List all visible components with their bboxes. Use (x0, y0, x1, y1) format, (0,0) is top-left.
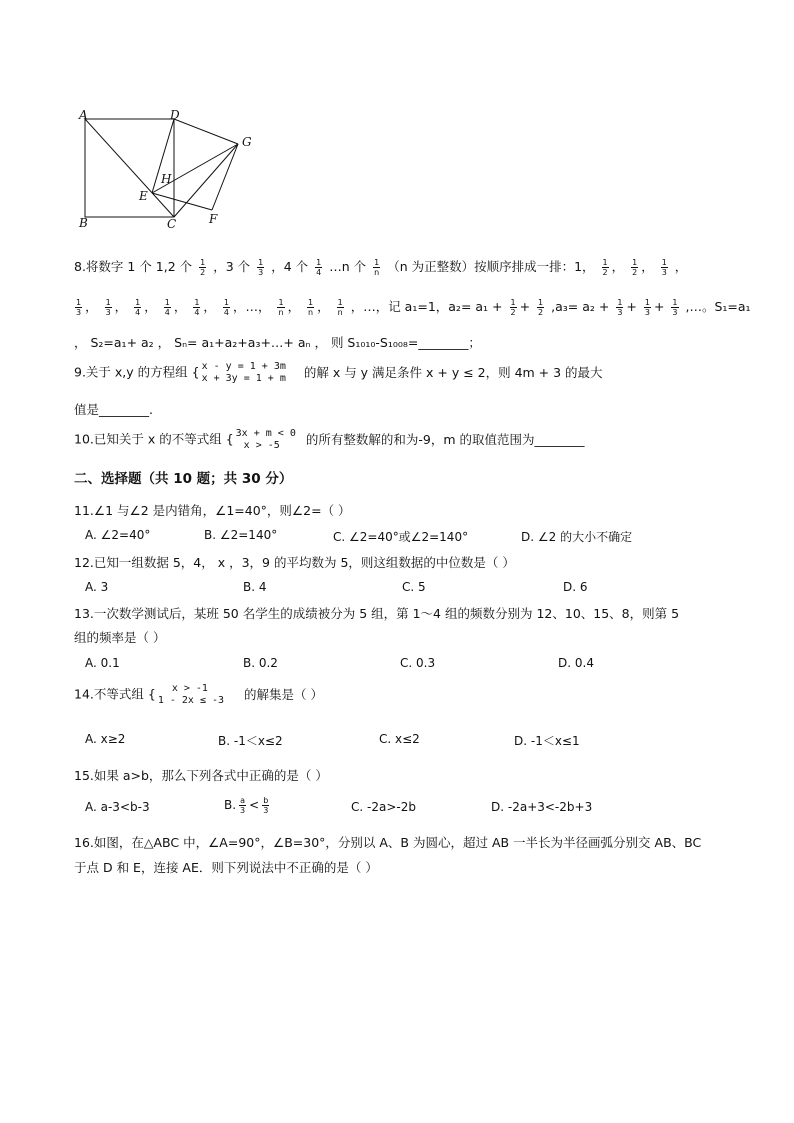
fraction: $\frac{1}{4}$ (135, 298, 141, 317)
q16-line2: 于点 D 和 E，连接 AE．则下列说法中不正确的是（ ） (74, 860, 378, 875)
segment-a-c (85, 119, 174, 217)
question-10 (74, 428, 584, 452)
geometry-figure (70, 105, 270, 235)
label-g: G (242, 135, 252, 149)
q15-stem: 15.如果 a>b，那么下列各式中正确的是（ ） (74, 768, 328, 783)
fraction: $\frac{1}{n}$ (337, 298, 343, 317)
fraction: $\frac{1}{n}$ (308, 298, 314, 317)
fraction: $\frac{1}{2}$ (602, 258, 608, 277)
q8-text: 8.将数字 1 个 1,2 个 (74, 259, 193, 274)
fraction: $\frac{1}{3}$ (644, 298, 650, 317)
q15-option-a[interactable]: A. a-3<b-3 (85, 800, 150, 814)
q16-line1: 16.如图，在△ABC 中，∠A=90°，∠B=30°，分别以 A、B 为圆心，超过 AB 一半长为半径画弧分别交 AB、BC (74, 835, 702, 850)
fraction: $\frac{1}{3}$ (105, 298, 111, 317)
q13-option-c[interactable]: C. 0.3 (400, 656, 436, 670)
inequality-system: x > -1 1 - 2x ≤ -3 (157, 683, 225, 706)
q8-line3: ， S₂=a₁+ a₂ ， Sₙ= a₁+a₂+a₃+…+ aₙ ， 则 S₁₀₁₀-S₁₀₀₈=________； (74, 335, 481, 350)
fraction: $\frac{1}{3}$ (617, 298, 623, 317)
fraction: $\frac{b}{3}$ (263, 796, 269, 815)
fraction: $\frac{1}{2}$ (510, 298, 516, 317)
q12-option-b[interactable]: B. 4 (243, 580, 267, 594)
q9-line1 (74, 361, 603, 385)
q9-text: 的解 x 与 y 满足条件 x + y ≤ 2，则 4m + 3 的最大 (303, 364, 603, 380)
q10-text: 的所有整数解的和为-9，m 的取值范围为________ (305, 431, 585, 447)
q15-option-d[interactable]: D. -2a+3<-2b+3 (491, 800, 593, 814)
section-heading: 二、选择题（共 10 题；共 30 分） (74, 471, 293, 487)
q13-option-b[interactable]: B. 0.2 (243, 656, 278, 670)
fraction: $\frac{1}{4}$ (223, 298, 229, 317)
fraction: $\frac{1}{2}$ (538, 298, 544, 317)
q8-text: ,…。S₁=a₁ (685, 299, 751, 314)
fraction: $\frac{1}{3}$ (258, 258, 264, 277)
q14-text: 14.不等式组 { (74, 686, 156, 702)
fraction: $\frac{1}{2}$ (632, 258, 638, 277)
label-c: C (167, 217, 177, 231)
less-than: < (249, 798, 260, 812)
q8-text: ， (674, 259, 688, 274)
fraction: $\frac{1}{n}$ (278, 298, 284, 317)
label-b: B (79, 216, 88, 230)
fraction: $\frac{1}{3}$ (672, 298, 678, 317)
segment-g-f (212, 144, 238, 210)
label-h: H (161, 172, 172, 186)
q12-option-d[interactable]: D. 6 (563, 580, 588, 594)
q8-text: ，3 个 (213, 259, 251, 274)
segment-c-g (174, 144, 238, 217)
q12-option-c[interactable]: C. 5 (402, 580, 426, 594)
q15-option-b[interactable] (224, 796, 272, 815)
q13-option-d[interactable]: D. 0.4 (558, 656, 594, 670)
q8-line1: 8.将数字 1 个 1,2 个 $\frac{1}{2}$ ，3 个 $\frac{1}{3}$ ，4 个 $\frac{1}{4}$ …n 个 $\frac{1}{n}$ （n 为正整数）按顺序排成一排：1， $\frac{1}{2}$ ， $\frac{1}{2}$ ， $\frac{1}{3}$ ， (74, 258, 688, 277)
inequality-system: 3x + m < 0 x > -5 (235, 428, 296, 451)
q15-option-c[interactable]: C. -2a>-2b (351, 800, 416, 814)
q8-line2: $\frac{1}{3}$ ， $\frac{1}{3}$ ， $\frac{1}{4}$ ， $\frac{1}{4}$ ， $\frac{1}{4}$ ， $\frac{1}{4}$ ，…， $\frac{1}{n}$ ， $\frac{1}{n}$ ， $\frac{1}{n}$ ，…，记 a₁=1，a₂= a₁ + $\frac{1}{2}$ + $\frac{1}{2}$ ,a₃= a₂ + $\frac{1}{3}$ + $\frac{1}{3}$ + $\frac{1}{3}$ ,…。S₁=a₁ (76, 298, 751, 317)
label-d: D (170, 108, 180, 122)
fraction: $\frac{1}{3}$ (661, 258, 667, 277)
q13-line2: 组的频率是（ ） (74, 630, 166, 645)
option-label: B. (224, 798, 237, 812)
q14-text: 的解集是（ ） (244, 686, 324, 702)
q13-option-a[interactable]: A. 0.1 (85, 656, 120, 670)
q14-option-b[interactable]: B. -1＜x≤2 (218, 734, 283, 748)
q11-option-a[interactable]: A. ∠2=40° (85, 528, 151, 542)
fraction: $\frac{1}{2}$ (200, 258, 206, 277)
q12-option-a[interactable]: A. 3 (85, 580, 109, 594)
q14-option-c[interactable]: C. x≤2 (379, 732, 420, 746)
q14-option-d[interactable]: D. -1＜x≤1 (514, 734, 580, 748)
q11-option-c[interactable]: C. ∠2=40°或∠2=140° (333, 530, 469, 544)
q9-line2: 值是________. (74, 402, 153, 417)
label-a: A (79, 108, 88, 122)
fraction: $\frac{1}{n}$ (374, 258, 380, 277)
fraction: $\frac{1}{4}$ (194, 298, 200, 317)
q13-line1: 13.一次数学测试后，某班 50 名学生的成绩被分为 5 组，第 1～4 组的频数分别为 12、10、15、8，则第 5 (74, 606, 680, 621)
q11-option-b[interactable]: B. ∠2=140° (204, 528, 278, 542)
q8-text: （n 为正整数）按顺序排成一排：1， (387, 259, 595, 274)
fraction: $\frac{1}{3}$ (76, 298, 82, 317)
q11-stem: 11.∠1 与∠2 是内错角，∠1=40°，则∠2=（ ） (74, 503, 351, 518)
label-f: F (209, 212, 218, 226)
q8-text: ，4 个 (271, 259, 309, 274)
q8-text: ,a₃= a₂ + (551, 299, 610, 314)
q9-text: 9.关于 x,y 的方程组 { (74, 364, 200, 380)
fraction: $\frac{1}{4}$ (316, 258, 322, 277)
q11-option-d[interactable]: D. ∠2 的大小不确定 (521, 530, 633, 544)
label-e: E (139, 189, 148, 203)
q14-option-a[interactable]: A. x≥2 (85, 732, 126, 746)
segment-d-g (174, 119, 238, 144)
q8-text: ，…，记 a₁=1，a₂= a₁ + (350, 299, 503, 314)
q12-stem: 12.已知一组数据 5，4， x ，3，9 的平均数为 5，则这组数据的中位数是（ ） (74, 555, 515, 570)
fraction: $\frac{a}{3}$ (240, 796, 246, 815)
q14-stem (74, 683, 323, 707)
fraction: $\frac{1}{4}$ (164, 298, 170, 317)
q10-text: 10.已知关于 x 的不等式组 { (74, 431, 234, 447)
equation-system: x - y = 1 + 3m x + 3y = 1 + m (201, 361, 286, 384)
q8-text: …n 个 (329, 259, 367, 274)
